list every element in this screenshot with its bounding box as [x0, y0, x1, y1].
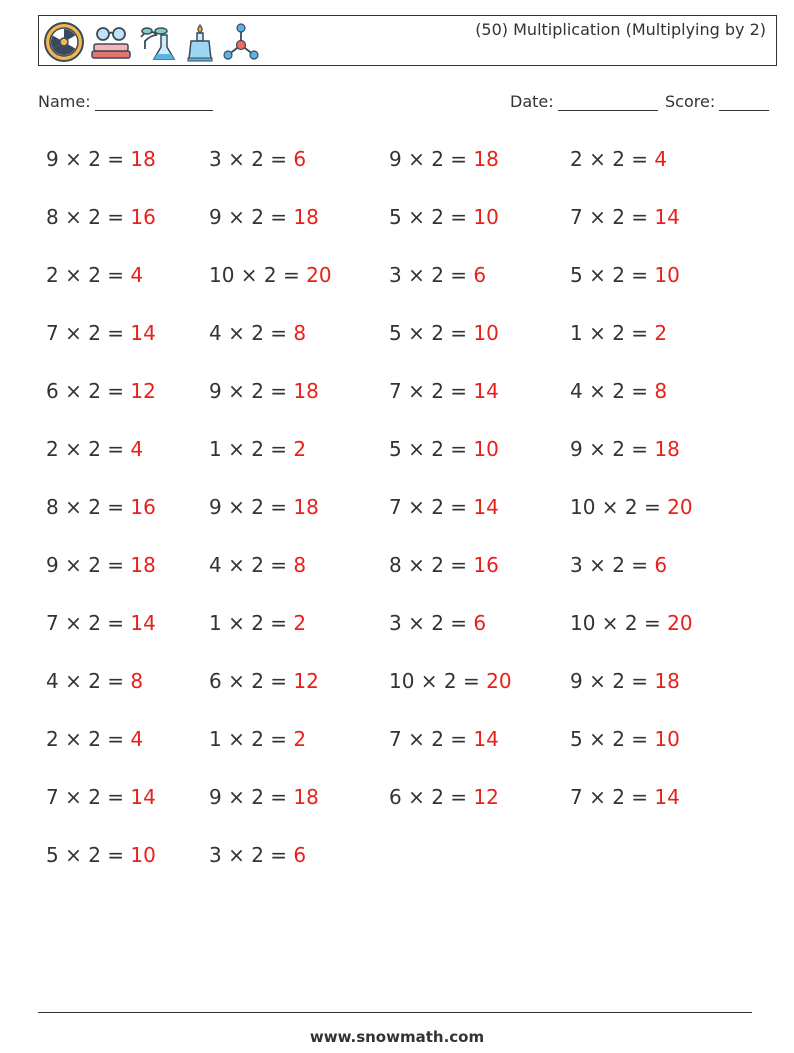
- burner-flask-icon: [183, 21, 217, 63]
- problem-answer: 20: [306, 263, 332, 287]
- problem-answer: 2: [293, 727, 307, 751]
- problem-question: 9 × 2 =: [209, 495, 294, 519]
- problem-item: [570, 727, 680, 751]
- problem-answer: 4: [130, 263, 144, 287]
- plant-beaker-icon: [137, 21, 179, 63]
- problem-answer: 12: [130, 379, 156, 403]
- problem-item: [209, 553, 306, 577]
- problem-answer: 10: [473, 321, 499, 345]
- problem-answer: 6: [473, 611, 487, 635]
- problem-question: 7 × 2 =: [570, 785, 655, 809]
- date-label: Date:: [510, 92, 554, 111]
- problem-answer: 14: [130, 611, 156, 635]
- problem-item: [46, 379, 156, 403]
- problem-answer: 18: [293, 379, 319, 403]
- problem-item: [570, 147, 667, 171]
- problem-item: [389, 553, 499, 577]
- problem-question: 3 × 2 =: [209, 843, 294, 867]
- problem-question: 6 × 2 =: [209, 669, 294, 693]
- problem-item: [209, 147, 306, 171]
- problem-answer: 18: [130, 553, 156, 577]
- date-blank[interactable]: [558, 94, 658, 111]
- problem-item: [46, 147, 156, 171]
- problem-item: [570, 785, 680, 809]
- problem-question: 6 × 2 =: [389, 785, 474, 809]
- problem-question: 3 × 2 =: [209, 147, 294, 171]
- problem-question: 9 × 2 =: [570, 669, 655, 693]
- problem-item: [389, 147, 499, 171]
- problem-question: 9 × 2 =: [209, 379, 294, 403]
- problem-item: [389, 263, 486, 287]
- problem-question: 5 × 2 =: [389, 437, 474, 461]
- problem-question: 7 × 2 =: [570, 205, 655, 229]
- problem-item: [209, 785, 319, 809]
- problem-answer: 10: [654, 727, 680, 751]
- problem-answer: 2: [293, 611, 307, 635]
- problem-answer: 20: [667, 611, 693, 635]
- problem-item: [570, 611, 693, 635]
- problem-item: [209, 669, 319, 693]
- problem-question: 10 × 2 =: [570, 611, 668, 635]
- problem-answer: 6: [293, 843, 307, 867]
- problem-question: 1 × 2 =: [209, 437, 294, 461]
- problem-answer: 16: [130, 205, 156, 229]
- problem-answer: 16: [130, 495, 156, 519]
- problem-item: [46, 843, 156, 867]
- problem-item: [389, 379, 499, 403]
- problem-answer: 18: [130, 147, 156, 171]
- problem-question: 8 × 2 =: [46, 495, 131, 519]
- problem-item: [389, 437, 499, 461]
- problem-answer: 2: [293, 437, 307, 461]
- problem-question: 10 × 2 =: [389, 669, 487, 693]
- problem-item: [209, 205, 319, 229]
- problem-item: [46, 205, 156, 229]
- problem-answer: 18: [473, 147, 499, 171]
- problem-question: 2 × 2 =: [570, 147, 655, 171]
- problem-question: 7 × 2 =: [389, 495, 474, 519]
- name-blank[interactable]: [95, 94, 213, 111]
- problem-answer: 4: [654, 147, 668, 171]
- problem-answer: 18: [293, 785, 319, 809]
- problem-answer: 10: [654, 263, 680, 287]
- problem-item: [570, 553, 667, 577]
- problem-question: 2 × 2 =: [46, 437, 131, 461]
- problem-answer: 14: [473, 727, 499, 751]
- problem-question: 7 × 2 =: [46, 785, 131, 809]
- problem-question: 3 × 2 =: [389, 263, 474, 287]
- problem-item: [570, 437, 680, 461]
- problem-item: [46, 785, 156, 809]
- problem-item: [389, 785, 499, 809]
- problem-question: 7 × 2 =: [46, 321, 131, 345]
- problem-question: 4 × 2 =: [46, 669, 131, 693]
- problem-answer: 20: [667, 495, 693, 519]
- problem-answer: 18: [654, 669, 680, 693]
- problem-item: [570, 263, 680, 287]
- problem-answer: 8: [130, 669, 144, 693]
- problem-question: 5 × 2 =: [46, 843, 131, 867]
- problem-item: [209, 321, 306, 345]
- problem-question: 7 × 2 =: [46, 611, 131, 635]
- problem-item: [46, 669, 143, 693]
- problem-question: 9 × 2 =: [209, 205, 294, 229]
- problem-question: 9 × 2 =: [389, 147, 474, 171]
- problem-item: [46, 495, 156, 519]
- problem-item: [389, 611, 486, 635]
- problem-item: [46, 611, 156, 635]
- problem-item: [570, 321, 667, 345]
- problem-question: 10 × 2 =: [209, 263, 307, 287]
- problem-question: 1 × 2 =: [209, 727, 294, 751]
- problem-answer: 8: [293, 553, 307, 577]
- problem-answer: 8: [654, 379, 668, 403]
- problem-answer: 18: [293, 495, 319, 519]
- problem-answer: 6: [473, 263, 487, 287]
- problem-question: 9 × 2 =: [570, 437, 655, 461]
- problem-item: [389, 669, 512, 693]
- problem-question: 5 × 2 =: [570, 263, 655, 287]
- problem-answer: 20: [486, 669, 512, 693]
- problem-item: [570, 495, 693, 519]
- problem-item: [46, 727, 143, 751]
- problem-question: 1 × 2 =: [570, 321, 655, 345]
- problem-question: 9 × 2 =: [209, 785, 294, 809]
- score-blank[interactable]: [719, 94, 769, 111]
- problem-question: 10 × 2 =: [570, 495, 668, 519]
- problem-answer: 14: [654, 205, 680, 229]
- problem-item: [389, 727, 499, 751]
- score-label: Score:: [665, 92, 716, 111]
- problem-item: [209, 379, 319, 403]
- problem-answer: 16: [473, 553, 499, 577]
- problem-question: 5 × 2 =: [389, 205, 474, 229]
- problem-answer: 14: [473, 379, 499, 403]
- problem-answer: 12: [473, 785, 499, 809]
- problem-item: [570, 205, 680, 229]
- name-field: [38, 92, 213, 111]
- problem-answer: 18: [654, 437, 680, 461]
- problem-question: 9 × 2 =: [46, 553, 131, 577]
- radiation-icon: [43, 21, 85, 63]
- problem-item: [209, 843, 306, 867]
- problem-answer: 6: [293, 147, 307, 171]
- problem-answer: 10: [473, 205, 499, 229]
- problem-item: [46, 263, 143, 287]
- problem-answer: 4: [130, 437, 144, 461]
- problem-answer: 2: [654, 321, 668, 345]
- header-icons: [43, 20, 261, 64]
- name-label: Name:: [38, 92, 91, 111]
- problem-item: [389, 205, 499, 229]
- problem-item: [209, 495, 319, 519]
- problem-question: 8 × 2 =: [389, 553, 474, 577]
- problem-item: [46, 321, 156, 345]
- books-glasses-icon: [89, 21, 133, 63]
- problem-answer: 10: [473, 437, 499, 461]
- problem-item: [570, 379, 667, 403]
- problem-item: [389, 495, 499, 519]
- date-field: [510, 92, 658, 111]
- problem-answer: 8: [293, 321, 307, 345]
- problem-item: [389, 321, 499, 345]
- problem-question: 3 × 2 =: [389, 611, 474, 635]
- problem-item: [46, 437, 143, 461]
- problem-question: 3 × 2 =: [570, 553, 655, 577]
- molecule-icon: [221, 21, 261, 63]
- problem-question: 6 × 2 =: [46, 379, 131, 403]
- problem-question: 1 × 2 =: [209, 611, 294, 635]
- problem-answer: 14: [473, 495, 499, 519]
- problem-question: 5 × 2 =: [389, 321, 474, 345]
- problem-answer: 12: [293, 669, 319, 693]
- footer-divider: [38, 1012, 752, 1013]
- problem-item: [46, 553, 156, 577]
- problem-question: 4 × 2 =: [209, 321, 294, 345]
- problem-answer: 14: [654, 785, 680, 809]
- problem-question: 8 × 2 =: [46, 205, 131, 229]
- problem-question: 7 × 2 =: [389, 727, 474, 751]
- problem-question: 9 × 2 =: [46, 147, 131, 171]
- problem-question: 2 × 2 =: [46, 263, 131, 287]
- problem-question: 2 × 2 =: [46, 727, 131, 751]
- problem-answer: 6: [654, 553, 668, 577]
- problem-answer: 14: [130, 785, 156, 809]
- problem-item: [209, 727, 306, 751]
- problem-item: [209, 263, 332, 287]
- problem-question: 5 × 2 =: [570, 727, 655, 751]
- problem-answer: 10: [130, 843, 156, 867]
- problem-answer: 14: [130, 321, 156, 345]
- problem-answer: 18: [293, 205, 319, 229]
- problem-question: 4 × 2 =: [570, 379, 655, 403]
- problem-item: [570, 669, 680, 693]
- problem-question: 4 × 2 =: [209, 553, 294, 577]
- problem-question: 7 × 2 =: [389, 379, 474, 403]
- worksheet-title: (50) Multiplication (Multiplying by 2): [475, 20, 766, 39]
- problem-answer: 4: [130, 727, 144, 751]
- problem-item: [209, 437, 306, 461]
- worksheet-header: [38, 15, 777, 66]
- score-field: [665, 92, 769, 111]
- footer-site: www.snowmath.com: [309, 1028, 485, 1046]
- problem-item: [209, 611, 306, 635]
